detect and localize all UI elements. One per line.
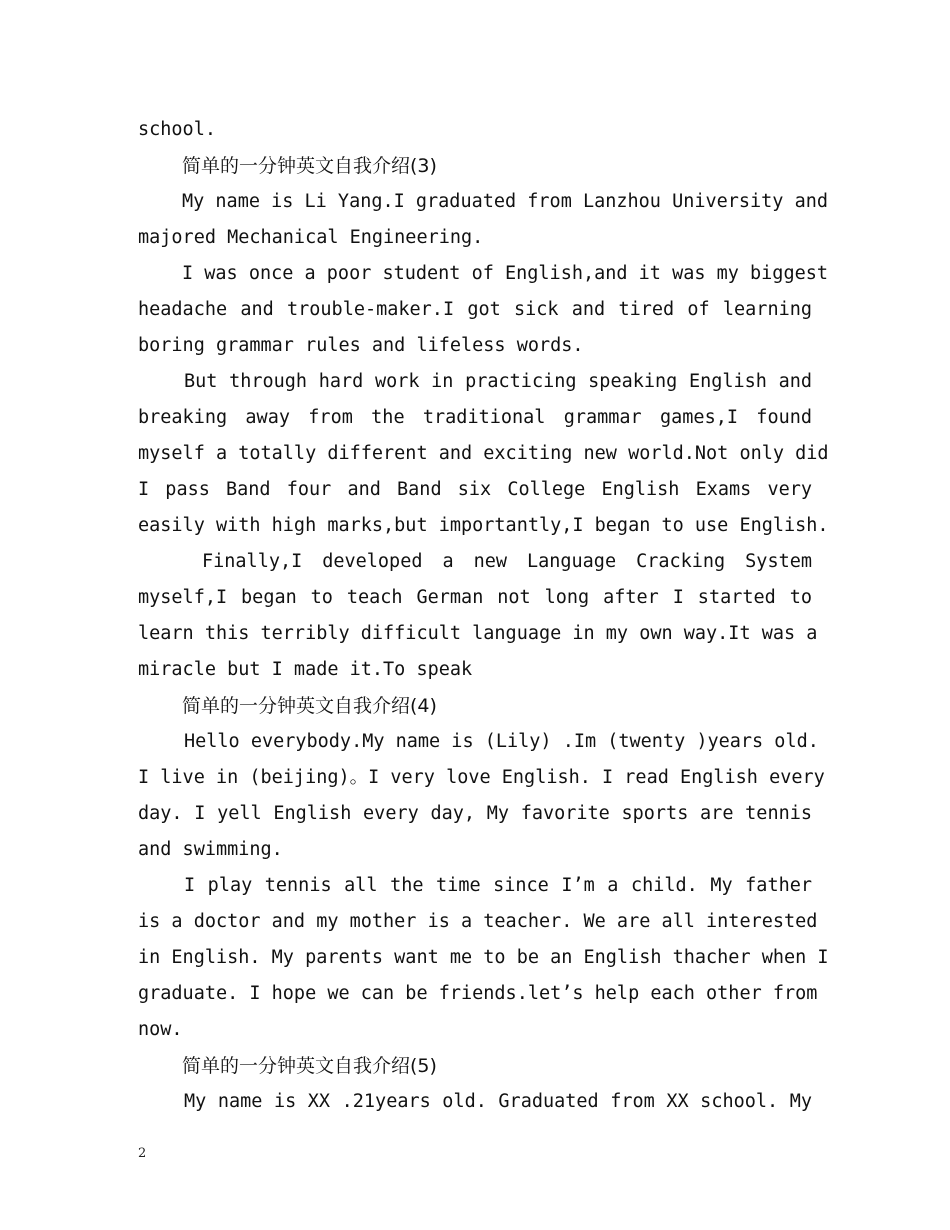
text-line: miracle but I made it.To speak <box>138 659 473 680</box>
text-line: My name is Li Yang.I graduated from Lanzhou University and <box>182 191 829 212</box>
section-heading-5: 简单的一分钟英文自我介绍(5) <box>182 1055 437 1077</box>
text-line: I pass Band four and Band six College English Exams very <box>138 479 812 500</box>
section-heading-4: 简单的一分钟英文自我介绍(4) <box>182 695 437 717</box>
text-line: Hello everybody.My name is (Lily) .Im (twenty )years old. <box>184 731 819 752</box>
text-line: majored Mechanical Engineering. <box>138 227 484 248</box>
text-line: I was once a poor student of English,and it was my biggest <box>182 263 829 284</box>
section-heading-3: 简单的一分钟英文自我介绍(3) <box>182 155 437 177</box>
text-line: myself,I began to teach German not long after I started to <box>138 587 812 608</box>
text-line: in English. My parents want me to be an English thacher when I <box>138 947 829 968</box>
text-line: and swimming. <box>138 839 283 860</box>
body-text <box>138 112 829 1120</box>
text-line: graduate. I hope we can be friends.let’s help each other from <box>138 983 818 1004</box>
text-line: breaking away from the traditional grammar games,I found <box>138 407 812 428</box>
text-line: But through hard work in practicing speaking English and <box>184 371 812 392</box>
text-line: is a doctor and my mother is a teacher. We are all interested <box>138 911 818 932</box>
text-line: myself a totally different and exciting new world.Not only did <box>138 443 829 464</box>
text-line: now. <box>138 1019 183 1040</box>
text-line: learn this terribly difficult language in my own way.It was a <box>138 623 818 644</box>
text-line: easily with high marks,but importantly,I began to use English. <box>138 515 829 536</box>
text-line: I live in (beijing)。I very love English. I read English every <box>138 767 825 788</box>
text-line: Finally,I developed a new Language Cracking System <box>202 551 812 572</box>
text-line: My name is XX .21years old. Graduated from XX school. My <box>184 1091 812 1112</box>
text-line: day. I yell English every day, My favorite sports are tennis <box>138 803 812 824</box>
text-line: boring grammar rules and lifeless words. <box>138 335 584 356</box>
text-line: I play tennis all the time since I’m a child. My father <box>184 875 812 896</box>
page-number: 2 <box>138 1146 147 1161</box>
text-line: school. <box>138 119 216 140</box>
text-line: headache and trouble-maker.I got sick and tired of learning <box>138 299 812 320</box>
